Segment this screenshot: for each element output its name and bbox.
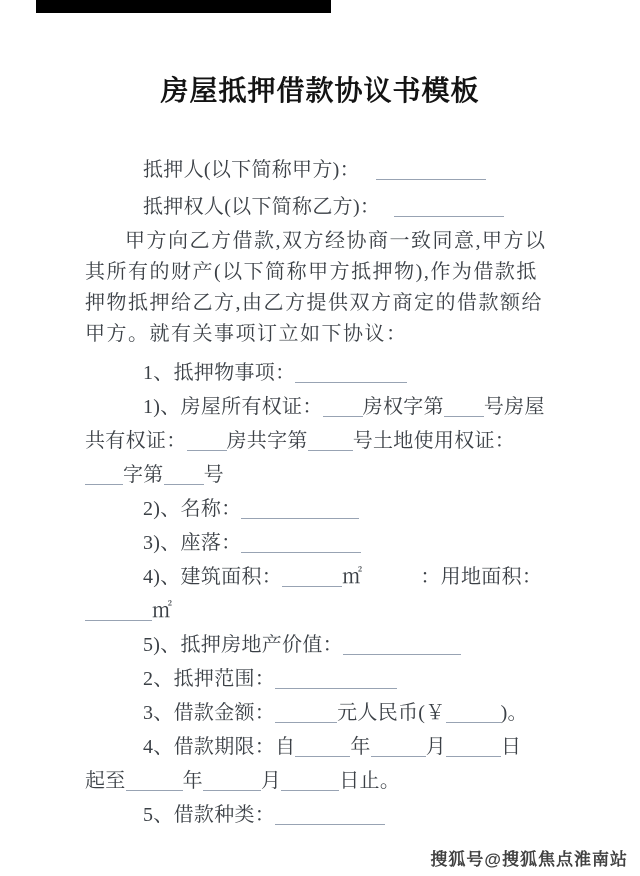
- document-line: [85, 226, 600, 257]
- line-text: 月: [260, 770, 282, 792]
- fill-in-blank-line: [394, 202, 504, 217]
- fill-in-blank-line: [85, 470, 123, 485]
- line-text: ㎡: [152, 600, 173, 622]
- document-line: [85, 257, 600, 288]
- line-text: 起至: [85, 770, 126, 792]
- fill-in-blank-line: [446, 708, 501, 723]
- document-line: [85, 288, 600, 319]
- document-line: [85, 319, 600, 350]
- document-line: [85, 189, 600, 226]
- line-text: )。: [500, 702, 528, 724]
- line-text: 押物抵押给乙方,由乙方提供双方商定的借款额给: [85, 292, 543, 314]
- fill-in-blank-line: [275, 708, 337, 723]
- fill-in-blank-line: [275, 674, 397, 689]
- line-text: 年: [182, 770, 203, 792]
- fill-in-blank-line: [343, 640, 461, 655]
- section-clauses: [85, 356, 600, 832]
- document-line: [85, 662, 600, 696]
- line-text: 抵押人(以下简称甲方)：: [143, 159, 360, 181]
- fill-in-blank-line: [275, 810, 385, 825]
- fill-in-blank-line: [203, 776, 261, 791]
- line-text: 甲方。就有关事项订立如下协议：: [85, 323, 408, 345]
- line-text: 年: [350, 736, 371, 758]
- line-text: 月: [425, 736, 447, 758]
- document-line: [85, 492, 600, 526]
- line-text: 号: [203, 464, 224, 486]
- page-title: 房屋抵押借款协议书模板: [160, 75, 480, 106]
- line-text: 3、借款金额：: [143, 702, 276, 724]
- document-line: [85, 424, 600, 458]
- document-line: [85, 730, 600, 764]
- document-line: [85, 798, 600, 832]
- sohu-watermark: 搜狐号@搜狐焦点淮南站: [430, 850, 628, 869]
- fill-in-blank-line: [295, 368, 407, 383]
- line-text: 甲方向乙方借款,双方经协商一致同意,甲方以: [125, 230, 547, 252]
- document-line: [85, 560, 600, 594]
- document-line: [85, 390, 600, 424]
- document-line: [85, 458, 600, 492]
- document-line: [85, 696, 600, 730]
- line-text: 3)、座落：: [143, 532, 242, 554]
- document-line: [85, 628, 600, 662]
- line-text: 2)、名称：: [143, 498, 242, 520]
- document-line: [85, 152, 600, 189]
- line-text: 5、借款种类：: [143, 804, 276, 826]
- document-line: [85, 594, 600, 628]
- section-intro: [85, 226, 600, 350]
- fill-in-blank-line: [281, 776, 339, 791]
- document-line: [85, 764, 600, 798]
- fill-in-blank-line: [444, 402, 484, 417]
- document-line: [85, 356, 600, 390]
- document-body: [85, 152, 600, 832]
- fill-in-blank-line: [187, 436, 227, 451]
- section-parties: [85, 152, 600, 226]
- fill-in-blank-line: [295, 742, 350, 757]
- line-text: 号土地使用权证：: [352, 430, 516, 452]
- line-text: 房共字第: [226, 430, 308, 452]
- line-text: 1、抵押物事项：: [143, 362, 296, 384]
- line-text: 其所有的财产(以下简称甲方抵押物),作为借款抵: [85, 261, 538, 283]
- spacer: [380, 212, 394, 213]
- fill-in-blank-line: [371, 742, 426, 757]
- line-text: 日止。: [339, 770, 401, 792]
- line-text: ㎡: [342, 566, 363, 588]
- line-text: 字第: [123, 464, 164, 486]
- line-text: 日: [501, 736, 522, 758]
- line-text: 房权字第: [362, 396, 444, 418]
- fill-in-blank-line: [446, 742, 501, 757]
- line-text: 5)、抵押房地产价值：: [143, 634, 343, 656]
- fill-in-blank-line: [241, 538, 361, 553]
- spacer: [362, 582, 420, 583]
- line-text: 元人民币(￥: [337, 702, 446, 724]
- line-text: 2、抵押范围：: [143, 668, 276, 690]
- fill-in-blank-line: [308, 436, 353, 451]
- fill-in-blank-line: [323, 402, 363, 417]
- fill-in-blank-line: [282, 572, 342, 587]
- fill-in-blank-line: [376, 165, 486, 180]
- line-text: 1)、房屋所有权证：: [143, 396, 323, 418]
- line-text: ：用地面积：: [420, 566, 543, 588]
- top-black-bar: [36, 0, 331, 13]
- line-text: 4)、建筑面积：: [143, 566, 283, 588]
- line-text: 抵押权人(以下简称乙方)：: [143, 196, 381, 218]
- fill-in-blank-line: [241, 504, 359, 519]
- fill-in-blank-line: [126, 776, 183, 791]
- spacer: [360, 175, 376, 176]
- fill-in-blank-line: [164, 470, 204, 485]
- document-line: [85, 526, 600, 560]
- fill-in-blank-line: [85, 606, 152, 621]
- line-text: 共有权证：: [85, 430, 187, 452]
- line-text: 号房屋: [483, 396, 545, 418]
- line-text: 4、借款期限：自: [143, 736, 296, 758]
